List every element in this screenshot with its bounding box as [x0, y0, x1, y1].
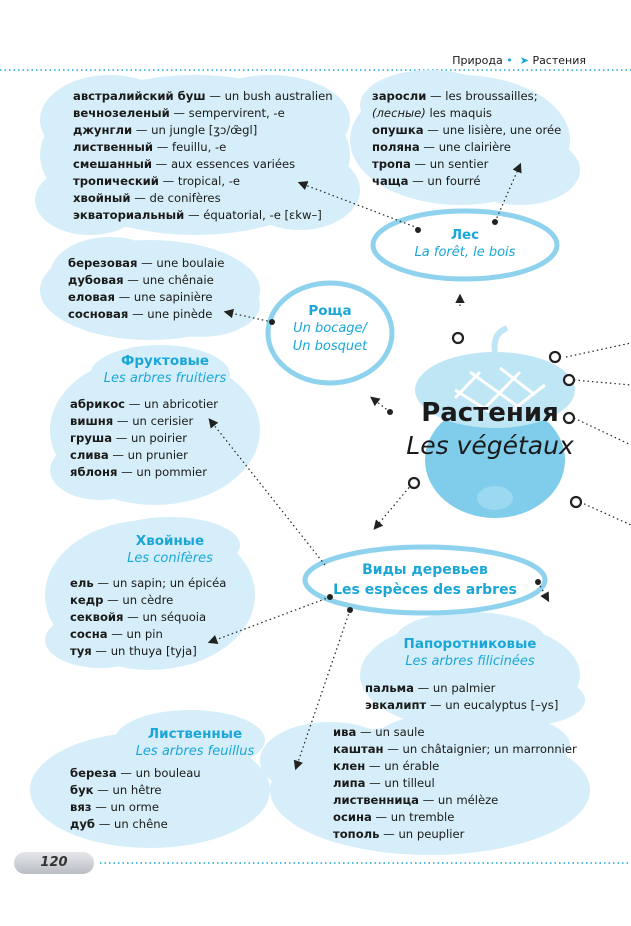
forest-title [385, 226, 545, 262]
list-item: чаща — un fourré [372, 174, 481, 188]
list-item: лиственница — un mélèze [333, 793, 499, 807]
list-item: вечнозеленый — sempervirent, -e [73, 106, 285, 120]
ferns-title-fr: Les arbres filicinées [405, 654, 535, 669]
list-item: сосновая — une pinède [68, 307, 213, 321]
fruit-title-fr: Les arbres fruitiers [103, 371, 227, 386]
list-item: дуб — un chêne [70, 817, 168, 831]
list-item: бук — un hêtre [70, 783, 162, 797]
center-title [390, 396, 590, 462]
list-item: кедр — un cèdre [70, 593, 174, 607]
list-item: туя — un thuya [tyja] [70, 644, 197, 658]
list-item: тополь — un peuplier [333, 827, 465, 841]
list-item: ель — un sapin; un épicéa [70, 576, 227, 590]
grove-title-fr-2: Un bosquet [292, 339, 368, 354]
list-item: тропа — un sentier [372, 157, 489, 171]
list-item: пальма — un palmier [365, 681, 496, 695]
list-item: абрикос — un abricotier [70, 397, 218, 411]
list-item: яблоня — un pommier [70, 465, 207, 479]
list-item: груша — un poirier [70, 431, 187, 445]
list-item: вяз — un orme [70, 800, 159, 814]
grove-title [275, 302, 385, 356]
forest-title-fr: La forêt, le bois [414, 245, 516, 260]
deciduous-list [70, 765, 201, 833]
grove-title-ru: Роща [308, 303, 352, 319]
conifers-list [70, 575, 226, 660]
fruit-title [95, 352, 235, 388]
species-title-fr: Les espèces des arbres [333, 582, 517, 598]
list-item: хвойный — de conifères [73, 191, 221, 205]
page-number: 120 [14, 852, 94, 874]
list-item: каштан — un châtaignier; un marronnier [333, 742, 577, 756]
list-item: дубовая — une chênaie [68, 273, 214, 287]
breadcrumb-section: Природа [452, 54, 503, 67]
grove-title-fr-1: Un bocage/ [293, 321, 367, 336]
forest-parts-list [372, 88, 561, 190]
center-title-ru: Растения [421, 398, 559, 428]
list-item: тропический — tropical, -e [73, 174, 241, 188]
list-item: березовая — une boulaie [68, 256, 225, 270]
list-item: осина — un tremble [333, 810, 455, 824]
list-item: слива — un prunier [70, 448, 188, 462]
list-item: клен — un érable [333, 759, 440, 773]
list-item: (лесные) les maquis [372, 106, 492, 120]
conifers-title [100, 532, 240, 568]
species-title [325, 560, 525, 600]
species-title-ru: Виды деревьев [362, 562, 488, 578]
list-item: секвойя — un séquoia [70, 610, 207, 624]
conifers-title-fr: Les conifères [127, 551, 213, 566]
list-item: поляна — une clairière [372, 140, 511, 154]
deciduous-title-ru: Лиственные [147, 726, 243, 742]
list-item: заросли — les broussailles; [372, 89, 538, 103]
list-item: береза — un bouleau [70, 766, 201, 780]
deciduous-title [125, 725, 265, 761]
forest-title-ru: Лес [450, 227, 480, 243]
ferns-title-ru: Папоротниковые [403, 636, 537, 652]
list-item: опушка — une lisière, une orée [372, 123, 562, 137]
center-title-fr: Les végétaux [406, 431, 574, 460]
forest-types-list [73, 88, 333, 224]
fruit-list [70, 396, 218, 481]
list-item: эвкалипт — un eucalyptus [–ys] [365, 698, 559, 712]
ferns-title [390, 635, 550, 671]
list-item: вишня — un cerisier [70, 414, 194, 428]
conifers-title-ru: Хвойные [135, 533, 205, 549]
grove-list [68, 255, 224, 323]
list-item: еловая — une sapinière [68, 290, 213, 304]
deciduous-title-fr: Les arbres feuillus [135, 744, 255, 759]
list-item: смешанный — aux essences variées [73, 157, 296, 171]
list-item: джунгли — un jungle [ʒɔ/œ̃gl] [73, 123, 258, 137]
list-item: сосна — un pin [70, 627, 163, 641]
list-item: австралийский буш — un bush australien [73, 89, 333, 103]
ferns-list [365, 680, 558, 714]
list-item: лиственный — feuillu, -e [73, 140, 227, 154]
dot-separator: • ➤ [506, 54, 529, 67]
deciduous-list-2 [333, 724, 577, 843]
list-item: экваториальный — équatorial, -e [ɛkw–] [73, 208, 322, 222]
breadcrumb-topic: Растения [532, 54, 586, 67]
fruit-title-ru: Фруктовые [120, 353, 210, 369]
breadcrumb [452, 54, 586, 67]
list-item: липа — un tilleul [333, 776, 435, 790]
list-item: ива — un saule [333, 725, 425, 739]
